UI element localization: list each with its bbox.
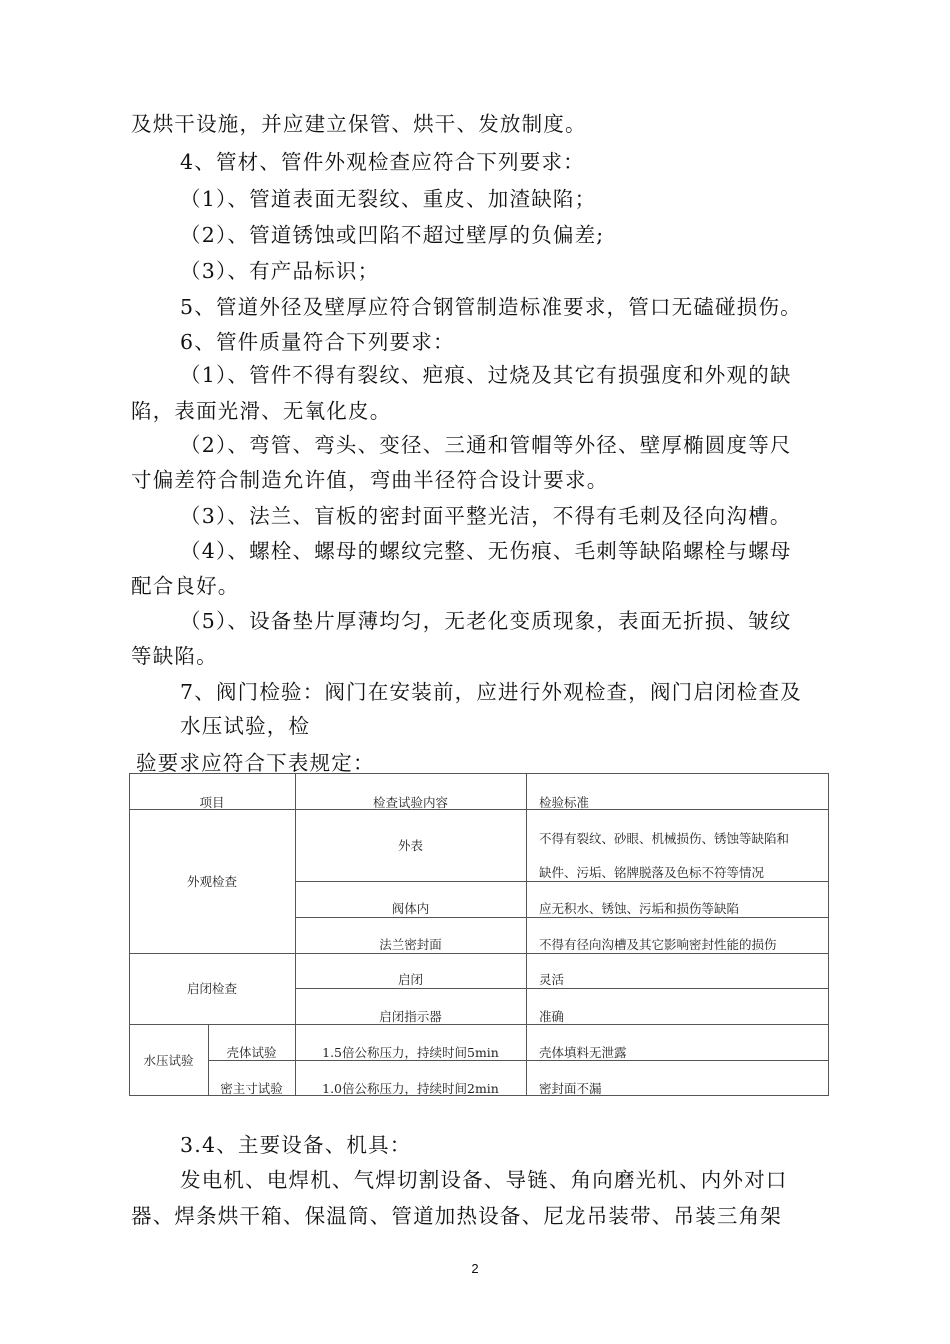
text-line: 水压试验，检 <box>180 714 311 738</box>
text-line: 等缺陷。 <box>131 644 218 668</box>
text-line: 寸偏差符合制造允许值，弯曲半径符合设计要求。 <box>131 468 609 492</box>
table-border <box>295 988 829 989</box>
text-line: 及烘干设施，并应建立保管、烘干、发放制度。 <box>131 112 587 136</box>
text-line: 4、管材、管件外观检查应符合下列要求： <box>180 150 585 174</box>
text-line: （3）、有产品标识； <box>180 259 380 283</box>
content-indicator: 启闭指示器 <box>379 1009 442 1024</box>
table-border <box>129 953 829 954</box>
table-border <box>295 881 829 882</box>
text-line: （4）、螺栓、螺母的螺纹完整、无伤痕、毛刺等缺陷螺栓与螺母 <box>180 539 792 563</box>
standard-flange-seal: 不得有径向沟槽及其它影响密封性能的损伤 <box>539 937 777 952</box>
table-border <box>295 917 829 918</box>
text-line: （3）、法兰、盲板的密封面平整光洁，不得有毛刺及径向沟槽。 <box>180 504 792 528</box>
text-line: 陷，表面光滑、无氧化皮。 <box>131 399 392 423</box>
standard-open-close: 灵活 <box>539 972 565 987</box>
standard-body-inner: 应无积水、锈蚀、污垢和损伤等缺陷 <box>539 901 740 916</box>
text-line: 5、管道外径及壁厚应符合钢管制造标准要求，管口无磕碰损伤。 <box>180 295 802 319</box>
table-border <box>129 773 130 1096</box>
text-line: 发电机、电焊机、气焊切割设备、导链、角向磨光机、内外对口 <box>180 1168 788 1192</box>
text-line: （2）、弯管、弯头、变径、三通和管帽等外径、壁厚椭圆度等尺 <box>180 433 792 457</box>
content-shell-test: 1.5倍公称压力，持续时间5min <box>322 1045 499 1060</box>
table-border <box>526 773 527 1096</box>
text-line: （1）、管道表面无裂纹、重皮、加渣缺陷； <box>180 187 597 211</box>
content-seal-test: 1.0倍公称压力，持续时间2min <box>322 1081 499 1096</box>
standard-shell-test: 壳体填料无泄露 <box>539 1045 627 1060</box>
table-border <box>828 773 829 1096</box>
group-open-close: 启闭检查 <box>186 981 237 996</box>
table-border <box>129 773 829 774</box>
table-header-content: 检查试验内容 <box>372 795 448 810</box>
standard-indicator: 准确 <box>539 1009 565 1024</box>
text-line: （2）、管道锈蚀或凹陷不超过壁厚的负偏差; <box>180 223 605 247</box>
standard-surface: 不得有裂纹、砂眼、机械损伤、锈蚀等缺陷和 <box>539 831 790 846</box>
group-appearance: 外观检查 <box>186 874 237 889</box>
text-line: （5）、设备垫片厚薄均匀，无老化变质现象，表面无折损、皱纹 <box>180 609 792 633</box>
table-header-standard: 检验标准 <box>539 795 590 810</box>
text-line: 7、阀门检验：阀门在安装前，应进行外观检查，阀门启闭检查及 <box>180 680 802 704</box>
content-flange-seal: 法兰密封面 <box>379 937 442 952</box>
content-body-inner: 阀体内 <box>391 901 430 916</box>
text-line: （1）、管件不得有裂纹、疤痕、过烧及其它有损强度和外观的缺 <box>180 363 792 387</box>
sub-seal-test: 密主寸试验 <box>220 1081 283 1096</box>
standard-surface: 缺件、污垢、铭牌脱落及色标不符等情况 <box>539 865 765 880</box>
text-line: 器、焊条烘干箱、保温筒、管道加热设备、尼龙吊装带、吊装三角架 <box>131 1204 782 1228</box>
sub-shell-test: 壳体试验 <box>226 1045 277 1060</box>
content-surface: 外表 <box>397 838 423 853</box>
table-header-item: 项目 <box>199 795 225 810</box>
content-open-close: 启闭 <box>397 972 423 987</box>
standard-seal-test: 密封面不漏 <box>539 1081 602 1096</box>
section-heading: 3.4、主要设备、机具： <box>180 1133 412 1157</box>
group-hydro: 水压试验 <box>143 1053 194 1068</box>
text-line: 6、管件质量符合下列要求： <box>180 330 455 354</box>
inspection-table <box>129 773 829 1096</box>
text-line: 验要求应符合下表规定： <box>136 751 375 775</box>
page-number: 2 <box>471 1261 479 1276</box>
text-line: 配合良好。 <box>131 574 240 598</box>
